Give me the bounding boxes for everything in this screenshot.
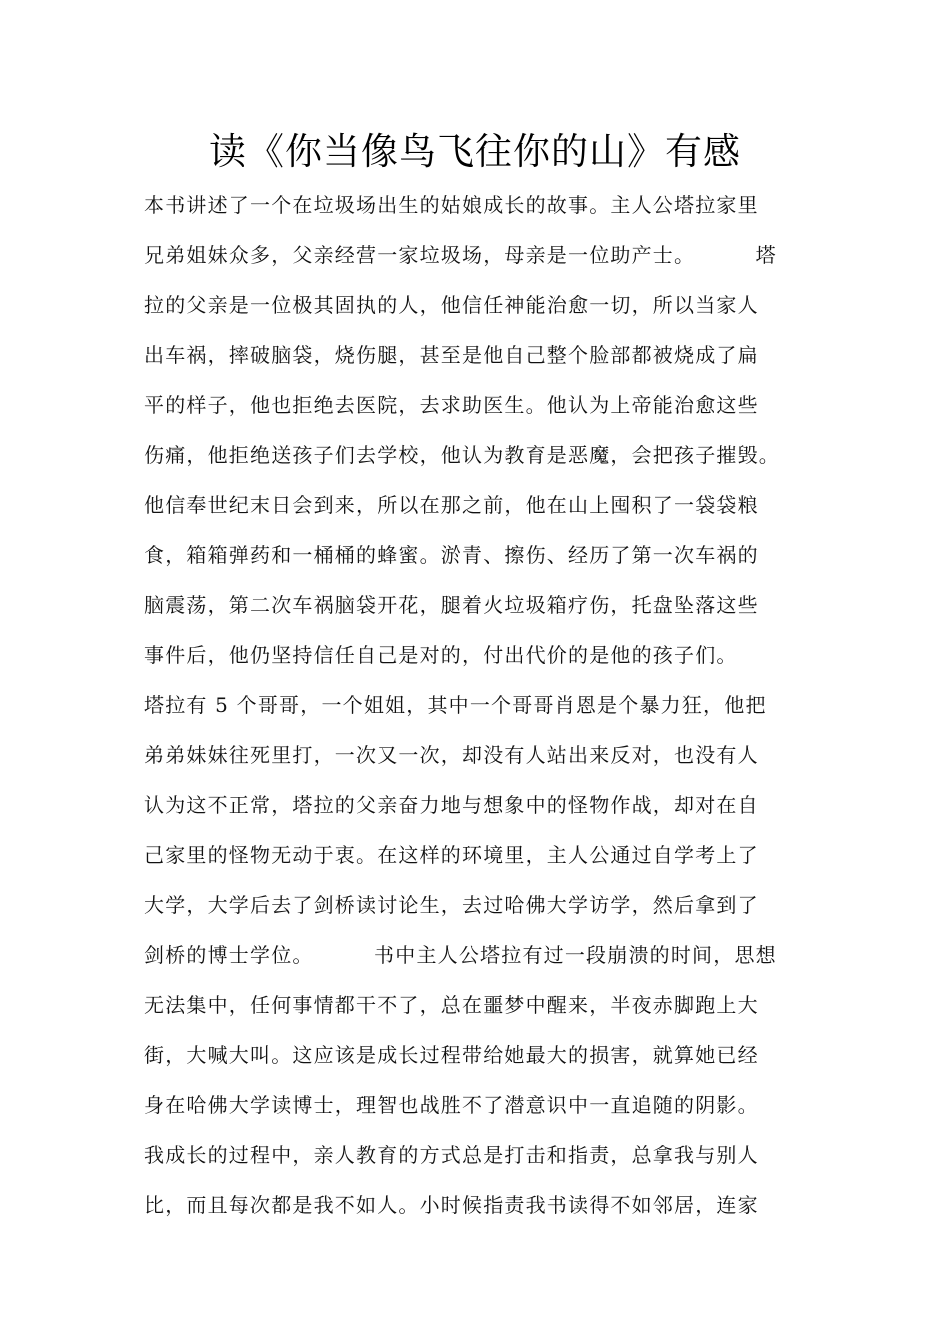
body-line: 脑震荡，第二次车祸脑袋开花，腿着火垃圾箱疗伤，托盘坠落这些 — [144, 593, 759, 617]
body-line: 我成长的过程中，亲人教育的方式总是打击和指责，总拿我与别人 — [144, 1143, 759, 1167]
body-line: 食，箱箱弹药和一桶桶的蜂蜜。淤青、擦伤、经历了第一次车祸的 — [144, 543, 759, 567]
body-line: 弟弟妹妹往死里打，一次又一次，却没有人站出来反对，也没有人 — [144, 743, 759, 767]
body-line: 剑桥的博士学位。 书中主人公塔拉有过一段崩溃的时间，思想 — [144, 943, 777, 967]
body-line: 己家里的怪物无动于衷。在这样的环境里，主人公通过自学考上了 — [144, 843, 759, 867]
body-line: 认为这不正常，塔拉的父亲奋力地与想象中的怪物作战，却对在自 — [144, 793, 759, 817]
body-line: 大学，大学后去了剑桥读讨论生，去过哈佛大学访学，然后拿到了 — [144, 893, 759, 917]
body-line: 比，而且每次都是我不如人。小时候指责我书读得不如邻居，连家 — [144, 1193, 759, 1217]
document-title: 读《你当像鸟飞往你的山》有感 — [209, 130, 741, 173]
body-line: 伤痛，他拒绝送孩子们去学校，他认为教育是恶魔，会把孩子摧毁。 — [144, 443, 780, 467]
body-line: 塔拉有 5 个哥哥，一个姐姐，其中一个哥哥肖恩是个暴力狂，他把 — [144, 693, 767, 717]
document-body — [144, 180, 824, 1230]
body-line: 平的样子，他也拒绝去医院，去求助医生。他认为上帝能治愈这些 — [144, 393, 759, 417]
body-line: 他信奉世纪末日会到来，所以在那之前，他在山上囤积了一袋袋粮 — [144, 493, 759, 517]
body-line: 事件后，他仍坚持信任自己是对的，付出代价的是他的孩子们。 — [144, 643, 738, 667]
body-line: 无法集中，任何事情都干不了，总在噩梦中醒来，半夜赤脚跑上大 — [144, 993, 759, 1017]
body-line: 出车祸，摔破脑袋，烧伤腿，甚至是他自己整个脸部都被烧成了扁 — [144, 343, 759, 367]
body-line: 拉的父亲是一位极其固执的人，他信任神能治愈一切，所以当家人 — [144, 293, 759, 317]
body-line: 身在哈佛大学读博士，理智也战胜不了潜意识中一直追随的阴影。 — [144, 1093, 759, 1117]
body-line: 兄弟姐妹众多，父亲经营一家垃圾场，母亲是一位助产士。 塔 — [144, 243, 777, 267]
body-line: 本书讲述了一个在垃圾场出生的姑娘成长的故事。主人公塔拉家里 — [144, 193, 759, 217]
body-line: 街，大喊大叫。这应该是成长过程带给她最大的损害，就算她已经 — [144, 1043, 759, 1067]
